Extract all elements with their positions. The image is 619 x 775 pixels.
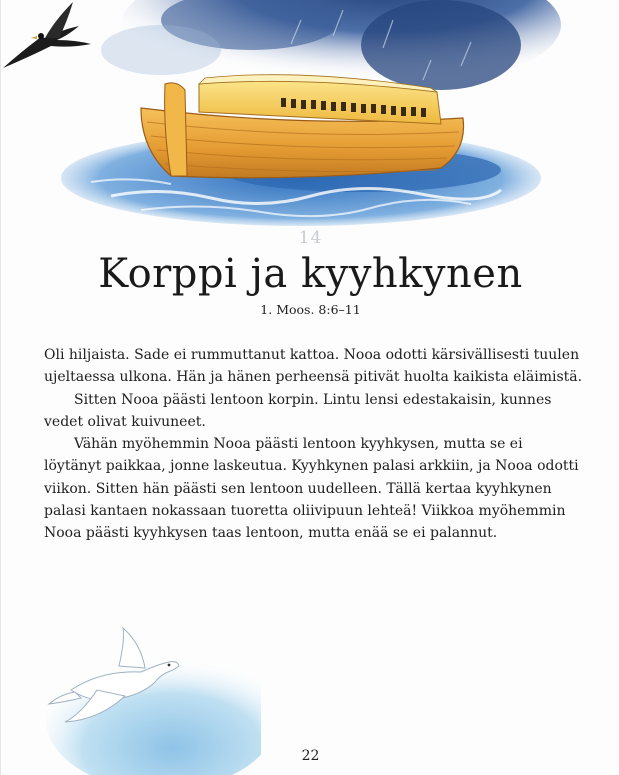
chapter-title: Korppi ja kyyhkynen [98,251,523,297]
story-paragraph: Oli hiljaista. Sade ei rummuttanut kattoa. Nooa odotti kärsivällisesti tuulen ujeltaessa ulkona. Hän ja hänen perheensä pitivät huolta kaikista eläimistä. [44,347,583,386]
chapter-number: 14 [298,228,323,248]
page-number: 22 [301,748,320,764]
story-paragraph: Vähän myöhemmin Nooa päästi lentoon kyyhkysen, mutta se ei löytänyt paikkaa, jonne laskeutua. Kyyhkynen palasi arkkiin, ja Nooa odotti viikon. Sitten hän päästi sen lentoon uudelleen. Tällä kertaa kyyhkynen palasi kantaen nokassaan tuoretta oliivipuun lehteä! Viikkoa myöhemmin Nooa päästi kyyhkysen taas lentoon, mutta enää se ei palannut. [44,436,579,542]
story-text [44,344,584,545]
story-paragraph: Sitten Nooa päästi lentoon korpin. Lintu lensi edestakaisin, kunnes vedet olivat kuivuneet. [44,391,552,430]
raven-icon [3,2,91,68]
bible-reference: 1. Moos. 8:6–11 [260,302,361,317]
ark-illustration [1,0,619,245]
ark [141,75,464,178]
